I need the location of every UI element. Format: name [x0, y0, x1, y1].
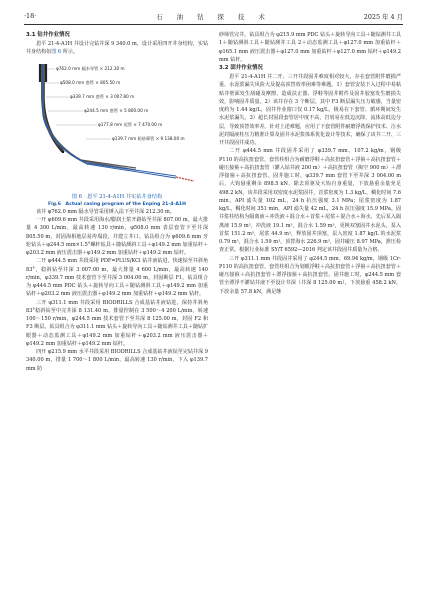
label-screen-139: φ139.7 mm 防砂筛管 × 9 138.00 m: [112, 135, 185, 141]
label-liner-177: φ177.8 mm 尾管 × 7 470.00 m: [98, 121, 163, 127]
paragraph: 一开 φ609.6 mm 井段采用海水/膨润土浆开路钻至井深 807.00 m，最大排量 4 300 L/min，最高转速 130 r/min，φ508.0 mm 表层套管下至井深 805.50 m，封固海相地层易垮塌段，并建立井口。钻具组合为 φ609.6 mm 牙轮钻头＋φ244.5 mm×1.5°螺杆钻具＋随钻测斜工具＋φ149.2 mm 加重钻杆＋φ203.2 mm 液压震击器＋φ149.2 mm 加重钻杆＋φ149.2 mm 钻杆。: [26, 217, 208, 257]
figure-caption-zh: 图 6 恩平 21-4-A1H 井实钻井身结构: [71, 193, 163, 200]
paragraph: 砂筛管完井。钻具组合为 φ215.9 mm PDC 钻头＋旋转导向工具＋随钻测井工具 1＋随钻测斜工具＋随钻测井工具 2＋动态监测工具＋φ127.0 mm 加重钻杆＋φ165.1 mm 液压震击器＋φ127.0 mm 加重钻杆＋φ127.0 mm 钻杆＋φ149.2 mm 钻杆。: [219, 32, 401, 63]
label-casing-244: φ244.5 mm 套管 × 5 800.00 m: [84, 107, 149, 113]
figure-caption-en: Fig.6 Actual casing program of the Enping 21-4-A1H: [48, 201, 186, 207]
journal-name: 石 油 钻 探 技 术: [156, 13, 271, 21]
paragraph: 恩平 21-4-A1H 井二开、三开井段固井难度相对较大，存在套管附件磨损严重、水泥浆漏失风险大及提高顶替效率困难等难题。1）套管安装下入过程中易粘贴井壁面发生刮碰及摩擦，造成扶正器、浮鞋等固井附件及固井胶塞发生磨损失效，影响固井质量。2）该井存在 3 个断层，其中 F3 断层漏失压力敏感，当量密度约为 1.44 kg/L，固井作业窗口仅 0.17 kg/L，极易在下套管、循环期间发生水泥浆漏失。3）超长封固段套管居中度不高，岩屑易在低边沉降，流体高低边分层，导致顶替效率差。针对上述难题，应用了下套管附件耐磨浮铣保护技术、注水泥封隔液柱压力精准计算及固井水泥浆体系优化设计等技术，确保了该井二开、三开井段固井成功。: [219, 74, 401, 146]
paragraph: 三开 φ311.1 mm 井段采用 BIODRILLS 合成基钻井液钻进，保持井斜角 83°稳斜钻至中完井深 8 131.40 m，排量控制在 3 500～4 200 L/min，转速 100～150 r/min，φ244.5 mm 技术套管下至井深 8 125.00 m，封固 F2 和 F3 断层。钻具组合为 φ311.1 mm 钻头＋旋转导向工具＋随钻测井工具＋随钻扩眼器＋动态监测工具＋φ149.2 mm 加重钻杆＋φ203.2 mm 液压震击器＋φ149.2 mm 加重钻杆＋φ149.2 mm 钻杆。: [26, 299, 208, 347]
paragraph: 二开 φ444.5 mm 井段采用 PDF=PLUS/KCl 钻井液钻进，快速钻至井斜角 83°，稳斜钻至井深 3 007.00 m，最大排量 4 600 L/min，最高转速 140 r/min，φ339.7 mm 技术套管下至井深 3 004.00 m，封固断层 F1。钻具组合为 φ444.5 mm PDC 钻头＋旋转导向工具＋随钻测斜工具＋φ149.2 mm 加重钻杆＋φ203.2 mm 液压震击器＋φ149.2 mm 加重钻杆＋φ149.2 mm 钻杆。: [26, 258, 208, 298]
label-conductor: φ762.0 mm 隔水导管 × 212.30 m: [56, 65, 125, 71]
paragraph: 二开 φ444.5 mm 井段固井采用了 φ339.7 mm、107.2 kg/m，钢级 P110 的高抗扭套管，套管柱组合为耐磨浮鞋＋高抗扭套管＋浮箍＋高抗扭套管＋碰压接箍＋高抗扭套管（灌入钻井液 200 m）＋高抗扭套管（掏空 900 m）＋漂浮接箍＋高抗扭套管。固井施工时，φ339.7 mm 套管下至井深 3 004.00 m 后，大钩悬重剩余 898.5 kN，除去顶驱及大钩自身重量，下放悬重余量充足 498.2 kN。该井段采用双密度水泥浆固井，首浆密度为 1.3 kg/L，稠化时间 7.6 min，API 滤失量 102 mL，24 h 抗压强度 3.1 MPa；尾浆密度为 1.87 kg/L，稠化时间 351 min，API 滤失量 42 mL，24 h 抗压强度 15.9 MPa。固井浆柱结构为隔离液＋冲洗液＋混合水＋首浆＋尾浆＋混合水＋海水，先后泵入隔离液 15.9 m³，冲洗液 19.1 m³，混合水 1.59 m³，更换双塞固井水泥头，泵入首浆 151.2 m³，尾浆 44.9 m³，释放固井顶塞，泵入密度 1.87 kg/L 的水泥浆 0.79 m³，混合水 1.59 m³，顶替海水 226.9 m³，固井碰压 8.97 MPa，泄压检查正常。根据行业标准 SY/T 6592—2016 判定该井段固井质量为合格。: [219, 148, 402, 254]
label-casing-339: φ339.7 mm 套管 × 3 007.80 m: [70, 93, 135, 99]
paragraph: 恩平 21-4-A1H 井设计完钻井深 9 340.0 m，设计采用四开井身结构，实钻井身结构如图 6 所示。: [26, 41, 208, 56]
section-heading-3-2: 3.2 固井作业情况: [219, 65, 263, 71]
running-header: [24, 10, 403, 24]
header-rule: [24, 24, 403, 25]
page-number: ·18·: [24, 12, 37, 20]
label-casing-508: φ508.0 mm 套管 × 805.50 m: [60, 79, 121, 85]
left-column: [26, 31, 208, 373]
figure-reference-link[interactable]: 图 6: [51, 49, 62, 56]
casing-label-group: [56, 65, 185, 142]
sand-screen: [176, 177, 194, 181]
well-schematic-diagram: [26, 60, 208, 192]
right-column: [219, 31, 401, 296]
section-heading-3-1: 3.1 钻井作业情况: [26, 32, 70, 38]
paragraph: 该井 φ762.0 mm 隔水导管采用锤入法下至井深 212.30 m。: [36, 208, 175, 215]
figure-6-well-schematic: [26, 60, 208, 192]
paragraph: 四开 φ215.9 mm 水平井段采用 BIODRILLS 合成基钻井液钻至完钻井深 9 340.00 m，排量 1 700～1 800 L/min，最高转速 130 r/min，下入 φ139.7 mm 防: [26, 349, 208, 372]
issue-date: 2025 年 4 月: [363, 13, 403, 21]
paragraph: 三开 φ311.1 mm 井段固井采用了 φ244.5 mm、69.94 kg/m，钢级 1Cr-P110 的高抗扭套管，套管柱组合为划眼浮鞋＋高抗扭套管＋浮箍＋高抗扭套管＋碰压接箍＋高抗扭套管＋漂浮接箍＋高抗扭套管。固井施工时，φ244.5 mm 套管全漂浮不灌钻井液下至设计井深（井深 8 125.00 m），下放悬重 458.2 kN，下放余量 57.8 kN，满足继: [219, 255, 401, 295]
